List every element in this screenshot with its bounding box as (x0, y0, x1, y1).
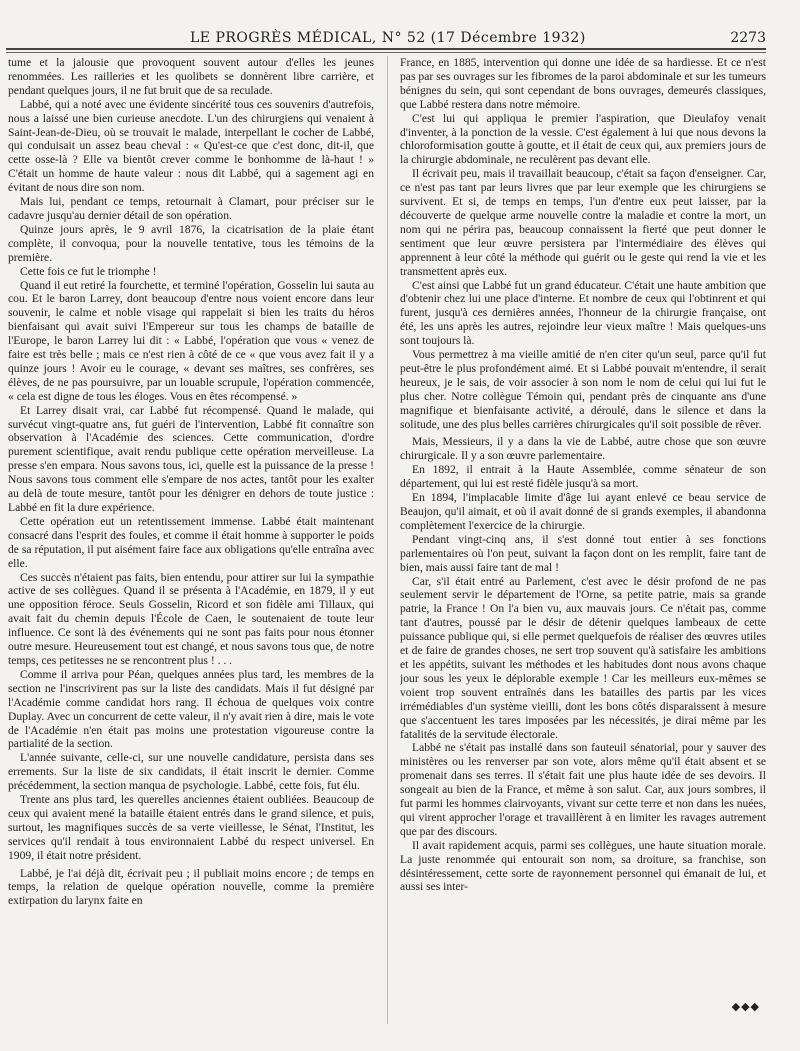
paragraph: Mais lui, pendant ce temps, retournait à Clamart, pour préciser sur le cadavre jusqu'au dernier détail de son opération. (8, 195, 374, 222)
paragraph: C'est lui qui appliqua le premier l'aspiration, que Dieulafoy venait d'inventer, à la ponction de la vessie. C'est également à lui que nous devons la chloroformisation goutte à goutte, et il était de ceux qui, aux premiers jours de la chirurgie abdominale, ne reculèrent pas devant elle. (400, 111, 766, 167)
end-ornament: ◆◆◆ (731, 1000, 760, 1013)
page-header (0, 0, 800, 50)
paragraph: Quinze jours après, le 9 avril 1876, la cicatrisation de la plaie étant complète, il convoqua, pour la nouvelle tentative, tous les témoins de la première. (8, 222, 374, 264)
paragraph: Cette fois ce fut le triomphe ! (20, 264, 157, 278)
right-column (400, 56, 766, 1024)
page-number: 2273 (730, 30, 766, 46)
paragraph: France, en 1885, intervention qui donne une idée de sa hardiesse. Et ce n'est pas par ses ouvrages sur les fibromes de la paroi abdominale et sur les tumeurs bénignes du sein, qui sont cependant de bons ouvrages, demeurés classiques, que Labbé restera dans notre mémoire. (400, 56, 766, 111)
paragraph: Mais, Messieurs, il y a dans la vie de Labbé, autre chose que son œuvre chirurgicale. Il y a son œuvre parlementaire. (400, 435, 766, 463)
paragraph: Il avait rapidement acquis, parmi ses collègues, une haute situation morale. La juste renommée qui entourait son nom, sa droiture, sa franchise, son désintéressement, cette sorte de rayonnement personnel qui émanait de lui, et aussi ses inter- (400, 838, 766, 894)
left-column (8, 56, 374, 1024)
paragraph: Labbé ne s'était pas installé dans son fauteuil sénatorial, pour y sauver des ministères ou les renverser par son vote, alors même qu'il était absent et se promenait dans ses terres. Il s'était fait une plus haute idée de ses devoirs. Il songeait au bien de la France, et même à son salut. Car, aux jours sombres, il fut parmi les hommes clairvoyants, vivant sur cette terre et non dans les nuées, qui virent approcher l'orage et travaillèrent à en limiter les ravages autrement que par des discours. (400, 741, 766, 838)
paragraph: Trente ans plus tard, les querelles anciennes étaient oubliées. Beaucoup de ceux qui avaient mené la bataille étaient entrés dans le grand silence, et puis, surtout, les magnifiques succès de sa verte vieillesse, le Sénat, l'Institut, les services qu'il rendait à tous environnaient Labbé du respect universel. En 1909, il était notre président. (8, 793, 374, 862)
header-rule (6, 48, 766, 53)
paragraph: Labbé, qui a noté avec une évidente sincérité tous ces souvenirs d'autrefois, nous a laissé une bien curieuse anecdote. L'un des chirurgiens qui venaient à Saint-Jean-de-Dieu, où se trouvait le malade, interpellant le cocher de Labbé, qui conduisait un assez beau cheval : « Qu'est-ce que c'est donc, dit-il, que cette osse-là ? Elle va bientôt crever comme le bonhomme de là-haut ! » C'était un homme de haute valeur : nous dit Labbé, qui a sagement agi en évitant de nous dire son nom. (8, 97, 374, 195)
paragraph: Quand il eut retiré la fourchette, et terminé l'opération, Gosselin lui sauta au cou. Et le baron Larrey, dont beaucoup d'entre nous voient encore dans leur souvenir, le calme et noble visage qui rappelait si bien les traits du héros bienfaisant qui avait suivi l'Empereur sur tous les champs de bataille de l'Europe, le baron Larrey lui dit : « Labbé, l'opération que vous « venez de faire est très belle ; mais ce n'est rien à côté de ce « que vous avez fait il y a quinze jours ! Avoir eu le courage, « devant ses maîtres, ses confrères, ses élèves, de ne pas poursuivre, par un louable scrupule, l'opération commencée, « cela est digne de tous les éloges. Vous en êtes récompensé. » (8, 278, 374, 403)
paragraph: Cette opération eut un retentissement immense. Labbé était maintenant consacré dans l'esprit des foules, et comme il était homme à supporter le poids de sa réputation, il put aisément faire face aux obligations qu'elle entraîna avec elle. (8, 514, 374, 570)
paragraph: Labbé, je l'ai déjà dit, écrivait peu ; il publiait moins encore ; de temps en temps, la relation de quelque opération nouvelle, comme la première extirpation du larynx faite en (8, 866, 374, 908)
paragraph: C'est ainsi que Labbé fut un grand éducateur. C'était une haute ambition que d'obtenir chez lui une place d'interne. Et nombre de ceux qui l'obtinrent et qui furent, jusqu'à ces dernières années, l'honneur de la chirurgie française, ont été, les uns après les autres, rejoindre leur vieux maître ! Mais quelques-uns sont toujours là. (400, 278, 766, 348)
paragraph: Car, s'il était entré au Parlement, c'est avec le désir profond de ne pas seulement servir le département de l'Orne, sa petite patrie, mais sa grande patrie, la France ! On l'a bien vu, aux mauvais jours. Ce n'était pas, comme tant d'autres, poussé par le désir de détenir quelques lambeaux de cette puissance publique qui, si elle permet quelquefois de réaliser des œuvres utiles et de faire de grandes choses, ne sert trop souvent qu'à satisfaire les ambitions et les appétits, suivant les méthodes et les habitudes dont nous avons chaque jour sous les yeux le déplorable exemple ! Car les meilleurs eux-mêmes se voient trop souvent entraînés dans les batailles des partis par les vices irrémédiables d'un système vieilli, dont les bons côtés disparaissent à mesure que s'accentuent les tares imposées par les nécessités, je dirai même par les fatalités de la servitude électorale. (400, 574, 766, 741)
paragraph: En 1892, il entrait à la Haute Assemblée, comme sénateur de son département, qui lui est resté fidèle jusqu'à sa mort. (400, 463, 766, 491)
paragraph: En 1894, l'implacable limite d'âge lui ayant enlevé ce beau service de Beaujon, qu'il aimait, et où il avait donné de si grands exemples, il abandonna complètement l'exercice de la chirurgie. (400, 491, 766, 532)
text-columns (8, 56, 766, 1024)
paragraph: L'année suivante, celle-ci, sur une nouvelle candidature, persista dans ses errements. Sur la liste de six candidats, il était inscrit le dernier. Comme précédemment, la section manqua de psychologie. Labbé, cette fois, fut élu. (8, 751, 374, 793)
paragraph: Et Larrey disait vrai, car Labbé fut récompensé. Quand le malade, qui survécut vingt-quatre ans, fut guéri de l'intervention, Labbé fit connaître son observation à l'Académie des sciences. Cette communication, d'ordre purement scientifique, avait rendu publique cette opération merveilleuse. La presse s'en empara. Nous savons tous, ici, quelle est la puissance de la presse ! Nous savons tous comment elle s'empare de nos actes, tantôt pour les exalter au delà de toute mesure, tantôt pour les dénigrer en dehors de toute justice : Labbé en fit la dure expérience. (8, 403, 374, 514)
paragraph: Vous permettrez à ma vieille amitié de n'en citer qu'un seul, parce qu'il fut peut-être le plus profondément aimé. Et si Labbé pouvait m'entendre, il serait heureux, je le sais, de voir associer à son nom le nom de celui qui lui fut le plus cher. Notre collègue Témoin qui, pendant près de cinquante ans d'une magnifique et bienfaisante activité, a déroulé, dans le silence et dans la solitude, une des plus belles carrières chirurgicales qu'il soit possible de rêver. (400, 348, 766, 431)
paragraph: Il écrivait peu, mais il travaillait beaucoup, c'était sa façon d'enseigner. Car, ce n'est pas tant par leurs livres que par leur exemple que les chirurgiens se survivent. Et si, de temps en temps, l'un d'entre eux peut laisser, par la découverte de quelque arme nouvelle contre la maladie et contre la mort, un nom qui ne périra pas, beaucoup connaissent la fierté que peut donner le sentiment que leur œuvre persistera par l'intermédiaire des élèves qui apprennent à leur côté la méthode qui guérit ou le geste qui rend la vie et les transmettent après eux. (400, 167, 766, 278)
paragraph: Ces succès n'étaient pas faits, bien entendu, pour attirer sur lui la sympathie active de ses collègues. Quand il se présenta à l'Académie, en 1879, il y eut une opposition féroce. Seuls Gosselin, Ricord et son fidèle ami Tillaux, qui avait fait du chemin depuis l'École de Caen, le soutenaient de toute leur influence. Ce sont là des événements qui ne sont pas faits pour nous étonner outre mesure. Heureusement tout est changé, et nous savons tous que, de notre temps, ces petitesses ne se rencontrent plus ! . . . (8, 570, 374, 667)
paragraph: Pendant vingt-cinq ans, il s'est donné tout entier à ses fonctions parlementaires où l'on peut, suivant la façon dont on les remplit, faire tant de bien, mais aussi faire tant de mal ! (400, 532, 766, 574)
running-title: LE PROGRÈS MÉDICAL, N° 52 (17 Décembre 1932) (190, 30, 586, 46)
paragraph: Comme il arriva pour Péan, quelques années plus tard, les membres de la section ne l'inscrivirent pas sur la liste des candidats. Mais il fut désigné par l'Académie comme candidat hors rang. Il échoua de quelques voix contre Duplay. Avec un concurrent de cette valeur, il n'y avait rien à dire, mais le vote de l'Académie n'en était pas moins une protestation vigoureuse contre la partialité de la section. (8, 667, 374, 751)
column-divider (387, 56, 388, 1024)
paragraph: tume et la jalousie que provoquent souvent autour d'elles les jeunes renommées. Les railleries et les quolibets se donnèrent libre carrière, et pendant quelques jours, il ne fut bruit que de sa reculade. (8, 56, 374, 97)
